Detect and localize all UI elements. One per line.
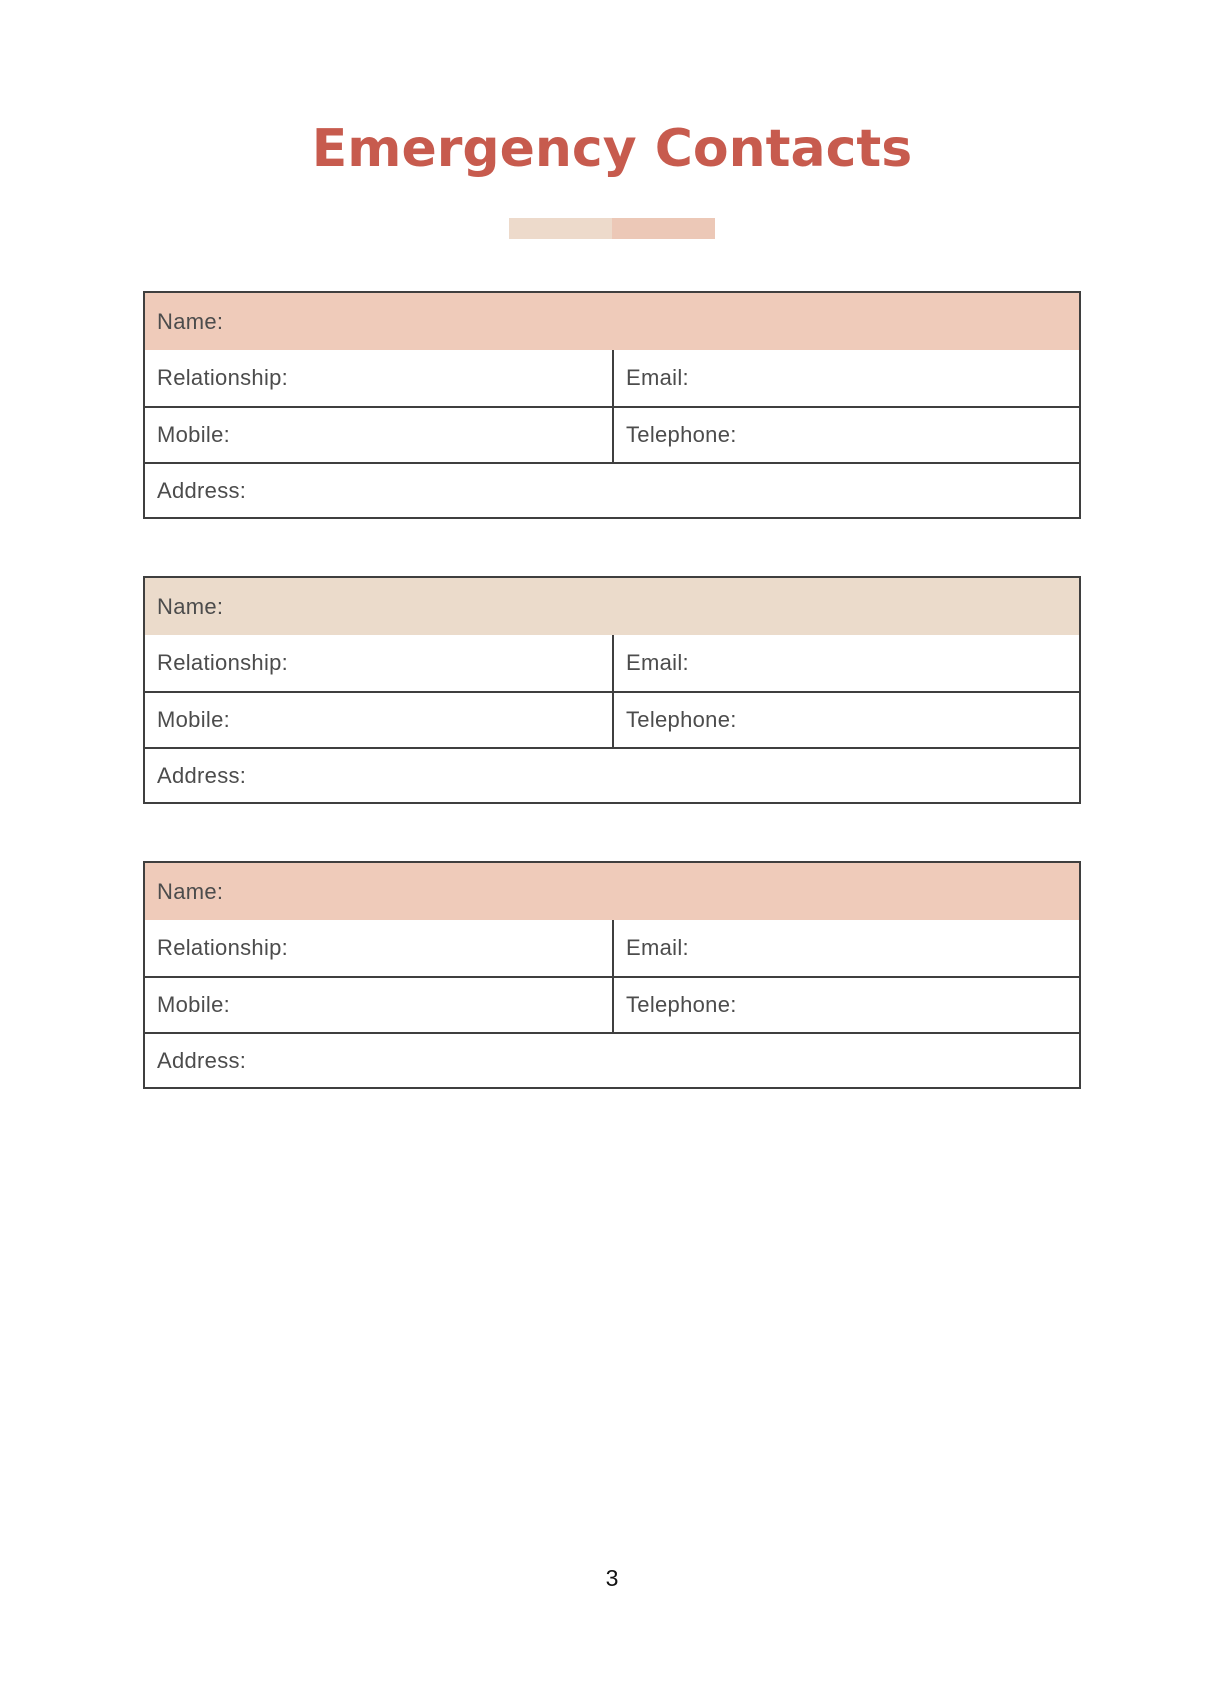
- mobile-cell: [145, 978, 612, 1032]
- relationship-email-row: [145, 920, 1079, 976]
- bar-segment-right: [612, 218, 715, 239]
- email-cell: [612, 635, 1079, 691]
- mobile-label: Mobile:: [157, 707, 231, 732]
- telephone-cell: [612, 693, 1079, 747]
- address-label: Address:: [157, 1047, 247, 1073]
- contact-table-1: [143, 291, 1081, 519]
- address-row: [145, 1032, 1079, 1087]
- bar-segment-left: [509, 218, 612, 239]
- contact-table-3: [143, 861, 1081, 1089]
- telephone-cell: [612, 408, 1079, 462]
- address-label: Address:: [157, 477, 247, 503]
- contact-table-2: [143, 576, 1081, 804]
- relationship-email-row: [145, 635, 1079, 691]
- decorative-bar: [509, 218, 715, 239]
- mobile-telephone-row: [145, 406, 1079, 462]
- mobile-label: Mobile:: [157, 992, 231, 1017]
- name-label: Name:: [157, 593, 224, 619]
- relationship-cell: [145, 635, 612, 691]
- name-row: [145, 578, 1079, 635]
- relationship-label: Relationship:: [157, 650, 289, 675]
- email-cell: [612, 920, 1079, 976]
- address-row: [145, 747, 1079, 802]
- name-row: [145, 293, 1079, 350]
- name-row: [145, 863, 1079, 920]
- relationship-email-row: [145, 350, 1079, 406]
- telephone-label: Telephone:: [626, 707, 737, 732]
- telephone-cell: [612, 978, 1079, 1032]
- telephone-label: Telephone:: [626, 992, 737, 1017]
- page-number: 3: [605, 1565, 619, 1591]
- relationship-cell: [145, 350, 612, 406]
- name-label: Name:: [157, 878, 224, 904]
- email-cell: [612, 350, 1079, 406]
- email-label: Email:: [626, 935, 689, 960]
- relationship-label: Relationship:: [157, 935, 289, 960]
- address-label: Address:: [157, 762, 247, 788]
- mobile-label: Mobile:: [157, 422, 231, 447]
- mobile-telephone-row: [145, 691, 1079, 747]
- page-title: Emergency Contacts: [311, 119, 913, 179]
- relationship-label: Relationship:: [157, 365, 289, 390]
- mobile-cell: [145, 693, 612, 747]
- mobile-telephone-row: [145, 976, 1079, 1032]
- relationship-cell: [145, 920, 612, 976]
- mobile-cell: [145, 408, 612, 462]
- name-label: Name:: [157, 308, 224, 334]
- email-label: Email:: [626, 365, 689, 390]
- email-label: Email:: [626, 650, 689, 675]
- address-row: [145, 462, 1079, 517]
- telephone-label: Telephone:: [626, 422, 737, 447]
